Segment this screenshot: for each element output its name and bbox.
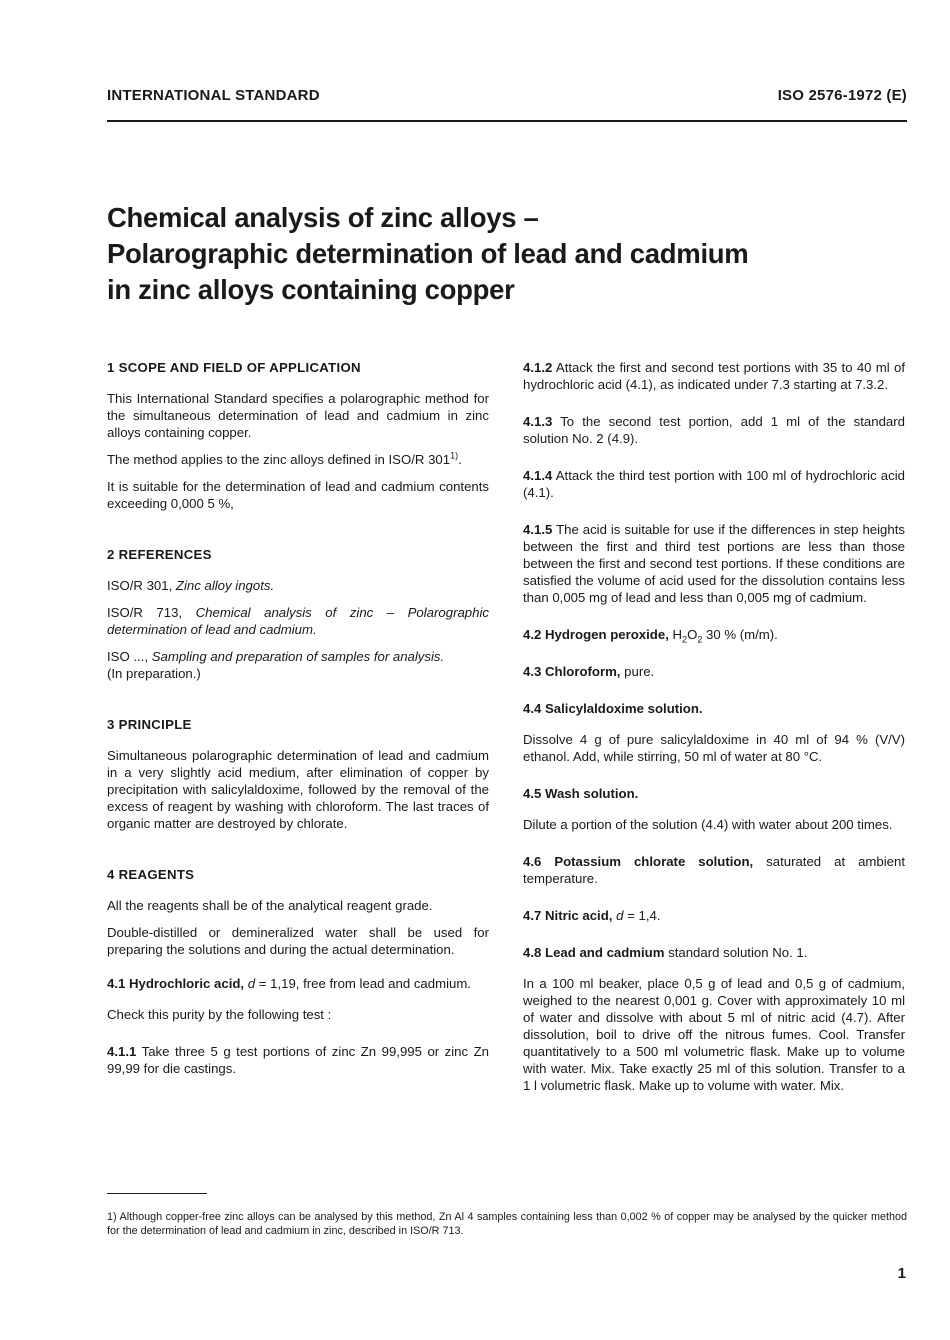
title-line-2: Polarographic determination of lead and cadmium [107,238,749,269]
footnote: 1) Although copper-free zinc alloys can be analysed by this method, Zn Al 4 samples containing less than 0,002 % of copper may be analysed by the quicker method for the determination of lead and cadmium in zinc, described in ISO/R 713. [107,1211,907,1237]
item-4-5-heading: 4.5 Wash solution. [523,786,639,801]
item-4-7: 4.7 Nitric acid, d = 1,4. [523,908,661,923]
item-4-8-heading: 4.8 Lead and cadmium standard solution No. 1. [523,945,808,960]
suitable-paragraph: It is suitable for the determination of lead and cadmium contents exceeding 0,000 5 %, [107,479,489,511]
item-4-1-2: 4.1.2 Attack the first and second test portions with 35 to 40 ml of hydrochloric acid (4.1), as indicated under 7.3 starting at 7.3.2. [523,360,905,392]
item-4-1: 4.1 Hydrochloric acid, d = 1,19, free from lead and cadmium. [107,976,471,991]
scope-paragraph: This International Standard specifies a polarographic method for the simultaneous determination of lead and cadmium in zinc alloys containing copper. [107,391,489,440]
document-title [107,200,867,308]
item-4-5-text: Dilute a portion of the solution (4.4) with water about 200 times. [523,817,893,832]
item-4-1-4: 4.1.4 Attack the third test portion with 100 ml of hydrochloric acid (4.1). [523,468,905,500]
item-4-3: 4.3 Chloroform, pure. [523,664,655,679]
reference-3: ISO ..., Sampling and preparation of samples for analysis. (In preparation.) [107,649,445,681]
applies-paragraph: The method applies to the zinc alloys defined in ISO/R 301$^{1)}$. [107,450,462,467]
header-document-id: ISO 2576-1972 (E) [777,87,907,104]
item-4-1-3: 4.1.3 To the second test portion, add 1 ml of the standard solution No. 2 (4.9). [523,414,905,446]
section-4-heading: 4 REAGENTS [107,867,195,882]
item-4-1-1: 4.1.1 Take three 5 g test portions of zinc Zn 99,995 or zinc Zn 99,99 for die castings. [107,1044,489,1076]
item-4-2: 4.2 Hydrogen peroxide, $H_2O_2$ 30 % (m/m). [523,627,778,645]
item-4-1-5: 4.1.5 The acid is suitable for use if the differences in step heights between the first and third test portions are less than those between the first and second test portions. If these conditions are satisfied the volume of acid used for the dissolution contains less than 0,005 mg of lead and less than 0,005 mg of cadmium. [523,522,905,605]
header-standard-label: INTERNATIONAL STANDARD [107,87,320,104]
water-paragraph: Double-distilled or demineralized water shall be used for preparing the solutions and during the actual determination. [107,925,489,957]
footnote-ref[interactable]: 1) [450,450,459,461]
title-line-1: Chemical analysis of zinc alloys – [107,202,539,233]
principle-paragraph: Simultaneous polarographic determination of lead and cadmium in a very slightly acid medium, after elimination of copper by precipitation with salicylaldoxime, followed by the removal of the excess of reagent by washing with chloroform. The last traces of organic matter are destroyed by chlorate. [107,748,489,831]
item-4-6: 4.6 Potassium chlorate solution, saturated at ambient temperature. [523,854,905,886]
section-1-heading: 1 SCOPE AND FIELD OF APPLICATION [107,360,361,375]
reference-2: ISO/R 713, Chemical analysis of zinc – Polarographic determination of lead and cadmium. [107,605,489,637]
item-4-4-heading: 4.4 Salicylaldoxime solution. [523,701,703,716]
right-column [523,359,905,1094]
reagents-grade-paragraph: All the reagents shall be of the analytical reagent grade. [107,898,433,913]
item-4-8-text: In a 100 ml beaker, place 0,5 g of lead and 0,5 g of cadmium, weighed to the nearest 0,001 g. Cover with approximately 10 ml of water and dissolve with about 5 ml of nitric acid (4.7). After dissolution, boil to drive off the nitrous fumes. Cool. Transfer quantitatively to a 500 ml volumetric flask. Make up to volume with water. Mix. Take exactly 25 ml of this solution. Transfer to a 1 l volumetric flask. Make up to volume with water. Mix. [523,976,905,1093]
item-4-4-text: Dissolve 4 g of pure salicylaldoxime in 40 ml of 94 % (V/V) ethanol. Add, while stirring, 50 ml of water at 80 °C. [523,732,905,764]
section-3-heading: 3 PRINCIPLE [107,717,192,732]
title-line-3: in zinc alloys containing copper [107,274,515,305]
page-number: 1 [897,1265,906,1282]
header-rule [107,120,907,122]
section-2-heading: 2 REFERENCES [107,547,212,562]
left-column [107,359,489,1077]
footnote-rule [107,1193,207,1194]
purity-check-paragraph: Check this purity by the following test : [107,1007,332,1022]
reference-1: ISO/R 301, Zinc alloy ingots. [107,578,275,593]
